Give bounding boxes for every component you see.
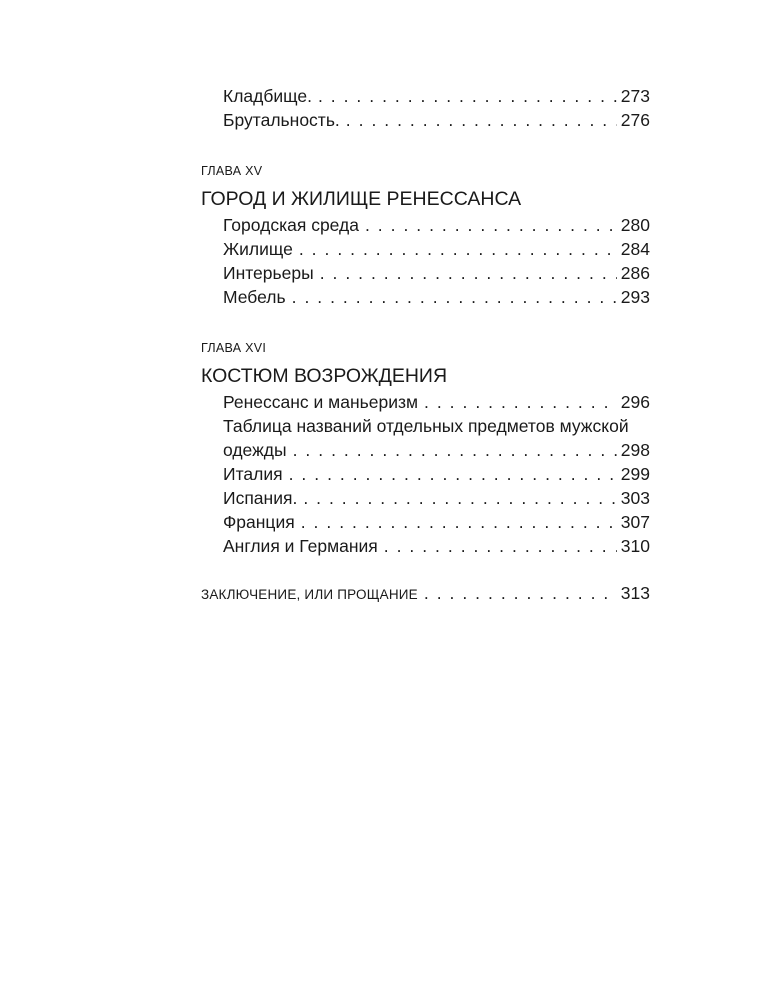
table-of-contents — [201, 84, 650, 605]
toc-entry-title: Брутальность. — [223, 110, 340, 130]
toc-entry-title: Жилище — [223, 239, 293, 259]
toc-entry-page: 307 — [620, 512, 650, 532]
toc-entry-conclusion[interactable] — [201, 581, 650, 605]
dot-leader — [418, 390, 617, 414]
toc-entry-page: 273 — [620, 86, 650, 106]
chapter-title[interactable]: ГОРОД И ЖИЛИЩЕ РЕНЕССАНСА — [201, 188, 522, 210]
toc-entry[interactable] — [201, 510, 650, 534]
toc-entry-title: Франция — [223, 512, 295, 532]
toc-entry-page: 299 — [620, 464, 650, 484]
toc-entry[interactable] — [201, 486, 650, 510]
toc-entry[interactable] — [201, 462, 650, 486]
toc-entry-title: Городская среда — [223, 215, 359, 235]
toc-entry[interactable] — [201, 213, 650, 237]
dot-leader — [378, 534, 617, 558]
toc-entry[interactable] — [201, 237, 650, 261]
dot-leader — [312, 84, 617, 108]
dot-leader — [340, 108, 617, 132]
dot-leader — [418, 581, 617, 605]
toc-entry[interactable] — [201, 261, 650, 285]
toc-entry-title: Интерьеры — [223, 263, 314, 283]
toc-entry[interactable] — [201, 84, 650, 108]
toc-entry-page: 286 — [620, 263, 650, 283]
toc-entry-title: Англия и Германия — [223, 536, 378, 556]
toc-entry-title: Испания. — [223, 488, 298, 508]
toc-entry-page: 313 — [620, 583, 650, 603]
dot-leader — [283, 462, 617, 486]
toc-entry-page: 298 — [620, 440, 650, 460]
toc-entry-page: 276 — [620, 110, 650, 130]
toc-entry-title: Кладбище. — [223, 86, 312, 106]
chapter-label: ГЛАВА XV — [201, 164, 263, 178]
toc-entry[interactable] — [201, 534, 650, 558]
toc-entry[interactable] — [201, 285, 650, 309]
dot-leader — [297, 486, 616, 510]
toc-entry-page: 280 — [620, 215, 650, 235]
toc-entry-page: 293 — [620, 287, 650, 307]
dot-leader — [293, 237, 617, 261]
toc-entry-page: 284 — [620, 239, 650, 259]
toc-entry-page: 310 — [620, 536, 650, 556]
dot-leader — [286, 285, 617, 309]
dot-leader — [287, 438, 617, 462]
chapter-label: ГЛАВА XVI — [201, 341, 267, 355]
toc-entry-title: одежды — [223, 440, 287, 460]
toc-entry-page: 296 — [620, 392, 650, 412]
toc-entry[interactable] — [201, 438, 650, 462]
dot-leader — [295, 510, 617, 534]
dot-leader — [359, 213, 617, 237]
chapter-title[interactable]: КОСТЮМ ВОЗРОЖДЕНИЯ — [201, 365, 448, 387]
toc-entry[interactable] — [201, 390, 650, 414]
toc-entry-title: Ренессанс и маньеризм — [223, 392, 419, 412]
toc-entry-title: Мебель — [223, 287, 286, 307]
toc-entry-page: 303 — [620, 488, 650, 508]
toc-entry-title: ЗАКЛЮЧЕНИЕ, ИЛИ ПРОЩАНИЕ — [201, 587, 418, 602]
toc-entry-title: Италия — [223, 464, 283, 484]
dot-leader — [314, 261, 617, 285]
toc-entry-title-line[interactable]: Таблица названий отдельных предметов мужской — [223, 416, 629, 436]
toc-entry[interactable] — [201, 108, 650, 132]
